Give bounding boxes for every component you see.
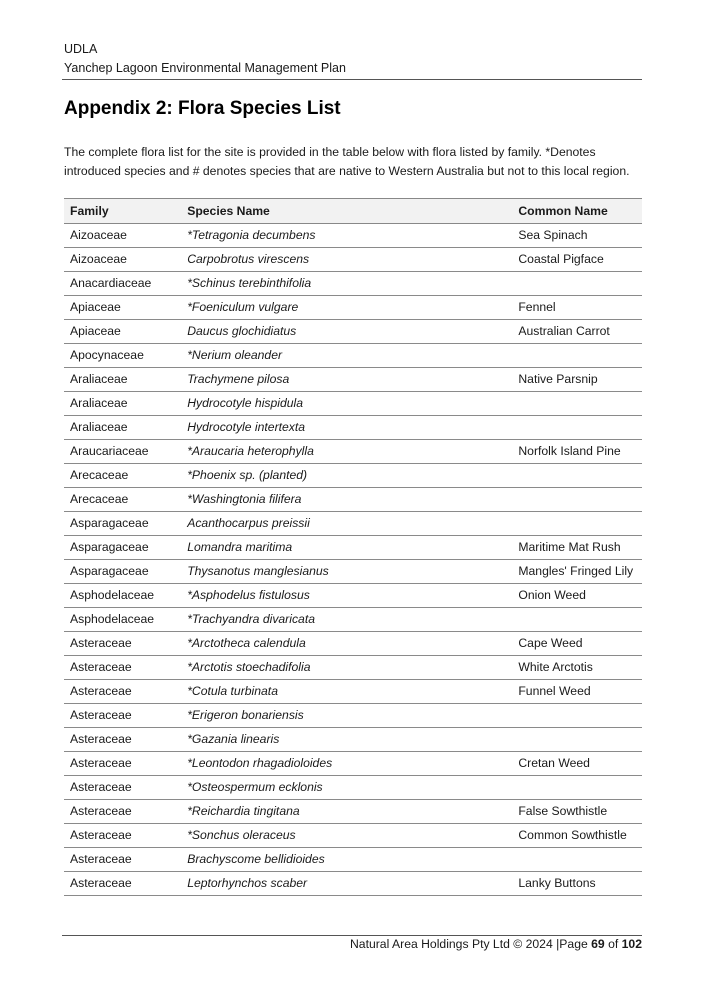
table-row — [64, 224, 642, 248]
family-cell: Araliaceae — [64, 368, 181, 392]
family-cell: Araucariaceae — [64, 440, 181, 464]
family-cell: Asteraceae — [64, 776, 181, 800]
species-cell: Brachyscome bellidioides — [181, 848, 512, 872]
family-cell: Asparagaceae — [64, 512, 181, 536]
common-name-cell: Funnel Weed — [512, 680, 642, 704]
species-cell: *Arctotheca calendula — [181, 632, 512, 656]
species-cell: *Arctotis stoechadifolia — [181, 656, 512, 680]
common-name-cell — [512, 728, 642, 752]
common-name-cell: Sea Spinach — [512, 224, 642, 248]
header-divider — [62, 79, 642, 80]
common-name-cell: Maritime Mat Rush — [512, 536, 642, 560]
table-row — [64, 800, 642, 824]
common-name-cell: Onion Weed — [512, 584, 642, 608]
table-row — [64, 608, 642, 632]
common-name-cell: Coastal Pigface — [512, 248, 642, 272]
footer-divider — [62, 935, 642, 936]
family-cell: Apiaceae — [64, 320, 181, 344]
common-name-cell: Mangles' Fringed Lily — [512, 560, 642, 584]
family-cell: Araliaceae — [64, 416, 181, 440]
common-name-cell: Common Sowthistle — [512, 824, 642, 848]
table-row — [64, 488, 642, 512]
table-row — [64, 464, 642, 488]
common-name-cell — [512, 464, 642, 488]
table-row — [64, 440, 642, 464]
species-cell: *Schinus terebinthifolia — [181, 272, 512, 296]
common-name-cell — [512, 776, 642, 800]
family-cell: Asteraceae — [64, 728, 181, 752]
page-title: Appendix 2: Flora Species List — [64, 98, 341, 119]
species-cell: *Foeniculum vulgare — [181, 296, 512, 320]
family-cell: Asteraceae — [64, 848, 181, 872]
family-cell: Asteraceae — [64, 704, 181, 728]
common-name-cell: White Arctotis — [512, 656, 642, 680]
species-cell: *Trachyandra divaricata — [181, 608, 512, 632]
family-cell: Asteraceae — [64, 872, 181, 896]
family-cell: Asteraceae — [64, 680, 181, 704]
species-cell: Trachymene pilosa — [181, 368, 512, 392]
species-cell: *Osteospermum ecklonis — [181, 776, 512, 800]
family-cell: Arecaceae — [64, 488, 181, 512]
family-cell: Asteraceae — [64, 632, 181, 656]
table-row — [64, 824, 642, 848]
table-row — [64, 656, 642, 680]
table-row — [64, 296, 642, 320]
table-body — [64, 224, 642, 896]
species-cell: Thysanotus manglesianus — [181, 560, 512, 584]
species-cell: Lomandra maritima — [181, 536, 512, 560]
common-name-cell: Australian Carrot — [512, 320, 642, 344]
header-org: UDLA — [64, 42, 98, 56]
family-cell: Apiaceae — [64, 296, 181, 320]
species-cell: *Nerium oleander — [181, 344, 512, 368]
species-cell: *Asphodelus fistulosus — [181, 584, 512, 608]
table-row — [64, 728, 642, 752]
common-name-cell — [512, 272, 642, 296]
species-cell: *Sonchus oleraceus — [181, 824, 512, 848]
family-cell: Asparagaceae — [64, 560, 181, 584]
intro-paragraph: The complete flora list for the site is provided in the table below with flora listed by family. *Denotes introduced species and # denotes species that are native to Western Australia but not to this local region. — [64, 145, 630, 178]
family-cell: Anacardiaceae — [64, 272, 181, 296]
family-cell: Asteraceae — [64, 800, 181, 824]
common-name-cell — [512, 488, 642, 512]
common-name-cell — [512, 704, 642, 728]
species-cell: *Tetragonia decumbens — [181, 224, 512, 248]
table-row — [64, 368, 642, 392]
flora-species-table — [64, 198, 642, 896]
common-name-cell — [512, 512, 642, 536]
common-name-cell — [512, 848, 642, 872]
common-name-cell — [512, 392, 642, 416]
family-cell: Arecaceae — [64, 464, 181, 488]
table-row — [64, 776, 642, 800]
species-cell: *Gazania linearis — [181, 728, 512, 752]
table-row — [64, 512, 642, 536]
family-cell: Asphodelaceae — [64, 584, 181, 608]
table-row — [64, 272, 642, 296]
species-cell: *Erigeron bonariensis — [181, 704, 512, 728]
footer-of: of — [604, 937, 622, 951]
family-cell: Araliaceae — [64, 392, 181, 416]
species-cell: *Leontodon rhagadioloides — [181, 752, 512, 776]
species-cell: *Reichardia tingitana — [181, 800, 512, 824]
species-cell: *Araucaria heterophylla — [181, 440, 512, 464]
family-cell: Apocynaceae — [64, 344, 181, 368]
family-cell: Aizoaceae — [64, 248, 181, 272]
common-name-cell: Lanky Buttons — [512, 872, 642, 896]
table-row — [64, 392, 642, 416]
table-row — [64, 344, 642, 368]
table-row — [64, 632, 642, 656]
table-row — [64, 536, 642, 560]
table-row — [64, 248, 642, 272]
family-cell: Asteraceae — [64, 752, 181, 776]
common-name-cell: Norfolk Island Pine — [512, 440, 642, 464]
table-row — [64, 560, 642, 584]
common-name-cell: Fennel — [512, 296, 642, 320]
family-cell: Asteraceae — [64, 656, 181, 680]
table-row — [64, 416, 642, 440]
table-row — [64, 320, 642, 344]
table-row — [64, 752, 642, 776]
page-header — [64, 40, 642, 78]
footer-page-number: 69 — [591, 937, 605, 951]
species-cell: *Cotula turbinata — [181, 680, 512, 704]
common-name-cell — [512, 416, 642, 440]
family-cell: Asteraceae — [64, 824, 181, 848]
common-name-cell: Cape Weed — [512, 632, 642, 656]
table-row — [64, 680, 642, 704]
species-cell: Daucus glochidiatus — [181, 320, 512, 344]
header-document-title: Yanchep Lagoon Environmental Management Plan — [64, 61, 346, 75]
column-header-common: Common Name — [512, 199, 642, 224]
species-cell: Carpobrotus virescens — [181, 248, 512, 272]
common-name-cell: Native Parsnip — [512, 368, 642, 392]
common-name-cell — [512, 608, 642, 632]
common-name-cell: False Sowthistle — [512, 800, 642, 824]
table-row — [64, 848, 642, 872]
table-row — [64, 584, 642, 608]
species-cell: *Washingtonia filifera — [181, 488, 512, 512]
family-cell: Asparagaceae — [64, 536, 181, 560]
column-header-family: Family — [64, 199, 181, 224]
table-row — [64, 872, 642, 896]
page-footer — [350, 937, 642, 951]
table-row — [64, 704, 642, 728]
footer-copyright: Natural Area Holdings Pty Ltd © 2024 |Page — [350, 937, 592, 951]
family-cell: Aizoaceae — [64, 224, 181, 248]
common-name-cell — [512, 344, 642, 368]
species-cell: Acanthocarpus preissii — [181, 512, 512, 536]
column-header-species: Species Name — [181, 199, 512, 224]
common-name-cell: Cretan Weed — [512, 752, 642, 776]
species-cell: Hydrocotyle hispidula — [181, 392, 512, 416]
table-header-row — [64, 199, 642, 224]
species-cell: Hydrocotyle intertexta — [181, 416, 512, 440]
species-cell: *Phoenix sp. (planted) — [181, 464, 512, 488]
footer-page-total: 102 — [621, 937, 642, 951]
species-cell: Leptorhynchos scaber — [181, 872, 512, 896]
family-cell: Asphodelaceae — [64, 608, 181, 632]
